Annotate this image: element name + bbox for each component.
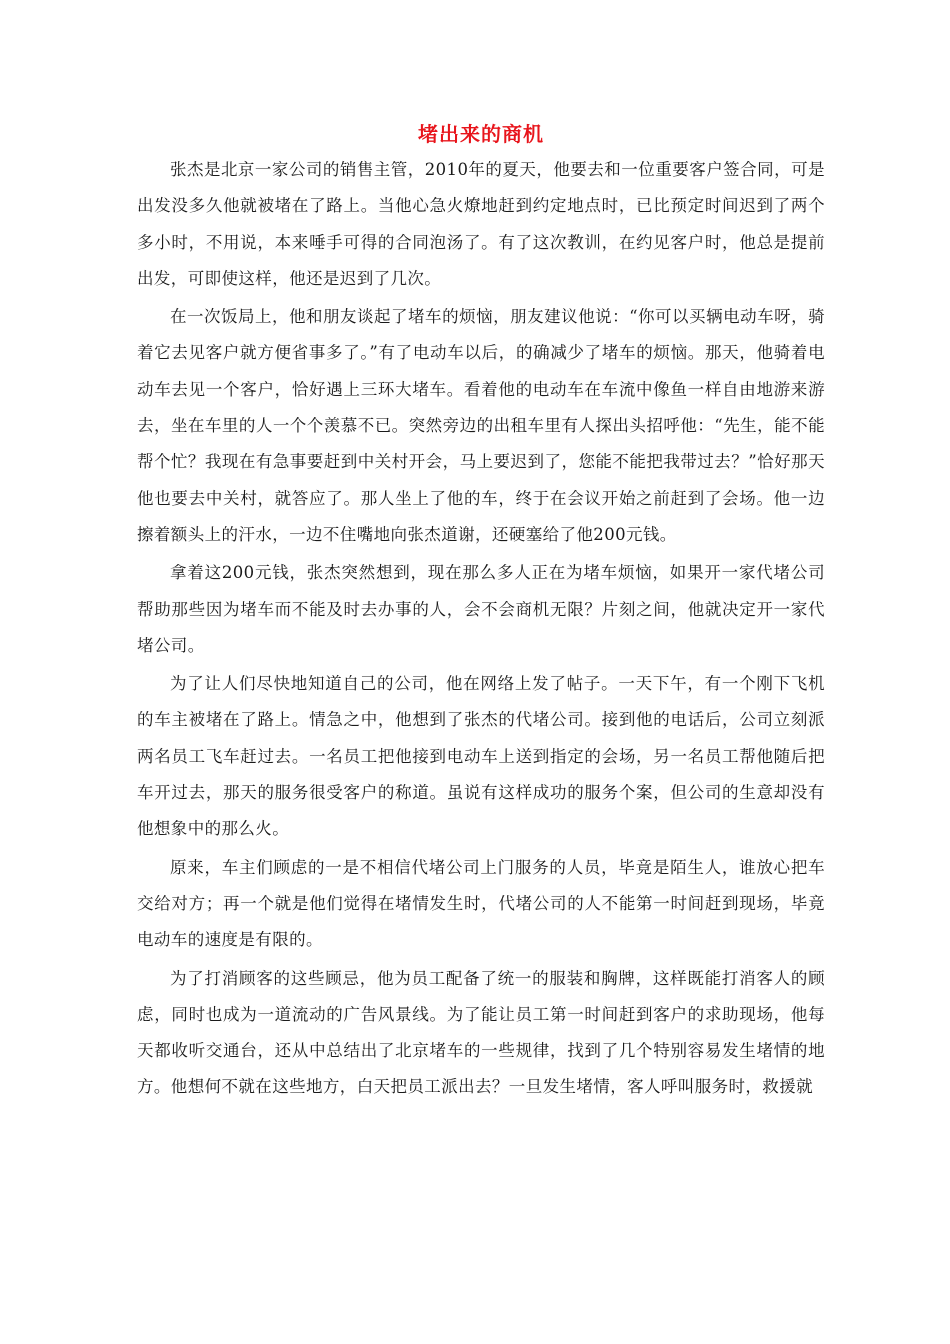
paragraph-3: 拿着这200元钱，张杰突然想到，现在那么多人正在为堵车烦恼，如果开一家代堵公司帮助那些因为堵车而不能及时去办事的人，会不会商机无限？片刻之间，他就决定开一家代堵公司。 [137, 563, 825, 655]
paragraph-5: 原来，车主们顾虑的一是不相信代堵公司上门服务的人员，毕竟是陌生人，谁放心把车交给对方；再一个就是他们觉得在堵情发生时，代堵公司的人不能第一时间赶到现场，毕竟电动车的速度是有限的。 [137, 857, 825, 950]
paragraph-1: 张杰是北京一家公司的销售主管，2010年的夏天，他要去和一位重要客户签合同，可是出发没多久他就被堵在了路上。当他心急火燎地赶到约定地点时，已比预定时间迟到了两个多小时，不用说，本来唾手可得的合同泡汤了。有了这次教训，在约见客户时，他总是提前出发，可即使这样，他还是迟到了几次。 [137, 160, 825, 288]
paragraph-4: 为了让人们尽快地知道自己的公司，他在网络上发了帖子。一天下午，有一个刚下飞机的车主被堵在了路上。情急之中，他想到了张杰的代堵公司。接到他的电话后，公司立刻派两名员工飞车赶过去。一名员工把他接到电动车上送到指定的会场，另一名员工帮他随后把车开过去，那天的服务很受客户的称道。虽说有这样成功的服务个案，但公司的生意却没有他想象中的那么火。 [137, 674, 825, 839]
paragraph-2: 在一次饭局上，他和朋友谈起了堵车的烦恼，朋友建议他说：“你可以买辆电动车呀，骑着它去见客户就方便省事多了。”有了电动车以后，的确减少了堵车的烦恼。那天，他骑着电动车去见一个客户，恰好遇上三环大堵车。看着他的电动车在车流中像鱼一样自由地游来游去，坐在车里的人一个个羡慕不已。突然旁边的出租车里有人探出头招呼他：“先生，能不能帮个忙？我现在有急事要赶到中关村开会，马上要迟到了，您能不能把我带过去？”恰好那天他也要去中关村，就答应了。那人坐上了他的车，终于在会议开始之前赶到了会场。他一边擦着额头上的汗水，一边不住嘴地向张杰道谢，还硬塞给了他200元钱。 [137, 307, 825, 544]
article-title: 堵出来的商机 [418, 122, 544, 146]
paragraph-6: 为了打消顾客的这些顾忌，他为员工配备了统一的服装和胸牌，这样既能打消客人的顾虑，同时也成为一道流动的广告风景线。为了能让员工第一时间赶到客户的求助现场，他每天都收听交通台，还从中总结出了北京堵车的一些规律，找到了几个特别容易发生堵情的地方。他想何不就在这些地方，白天把员工派出去？一旦发生堵情，客人呼叫服务时，救援就 [137, 968, 825, 1097]
article-body [137, 120, 825, 1108]
